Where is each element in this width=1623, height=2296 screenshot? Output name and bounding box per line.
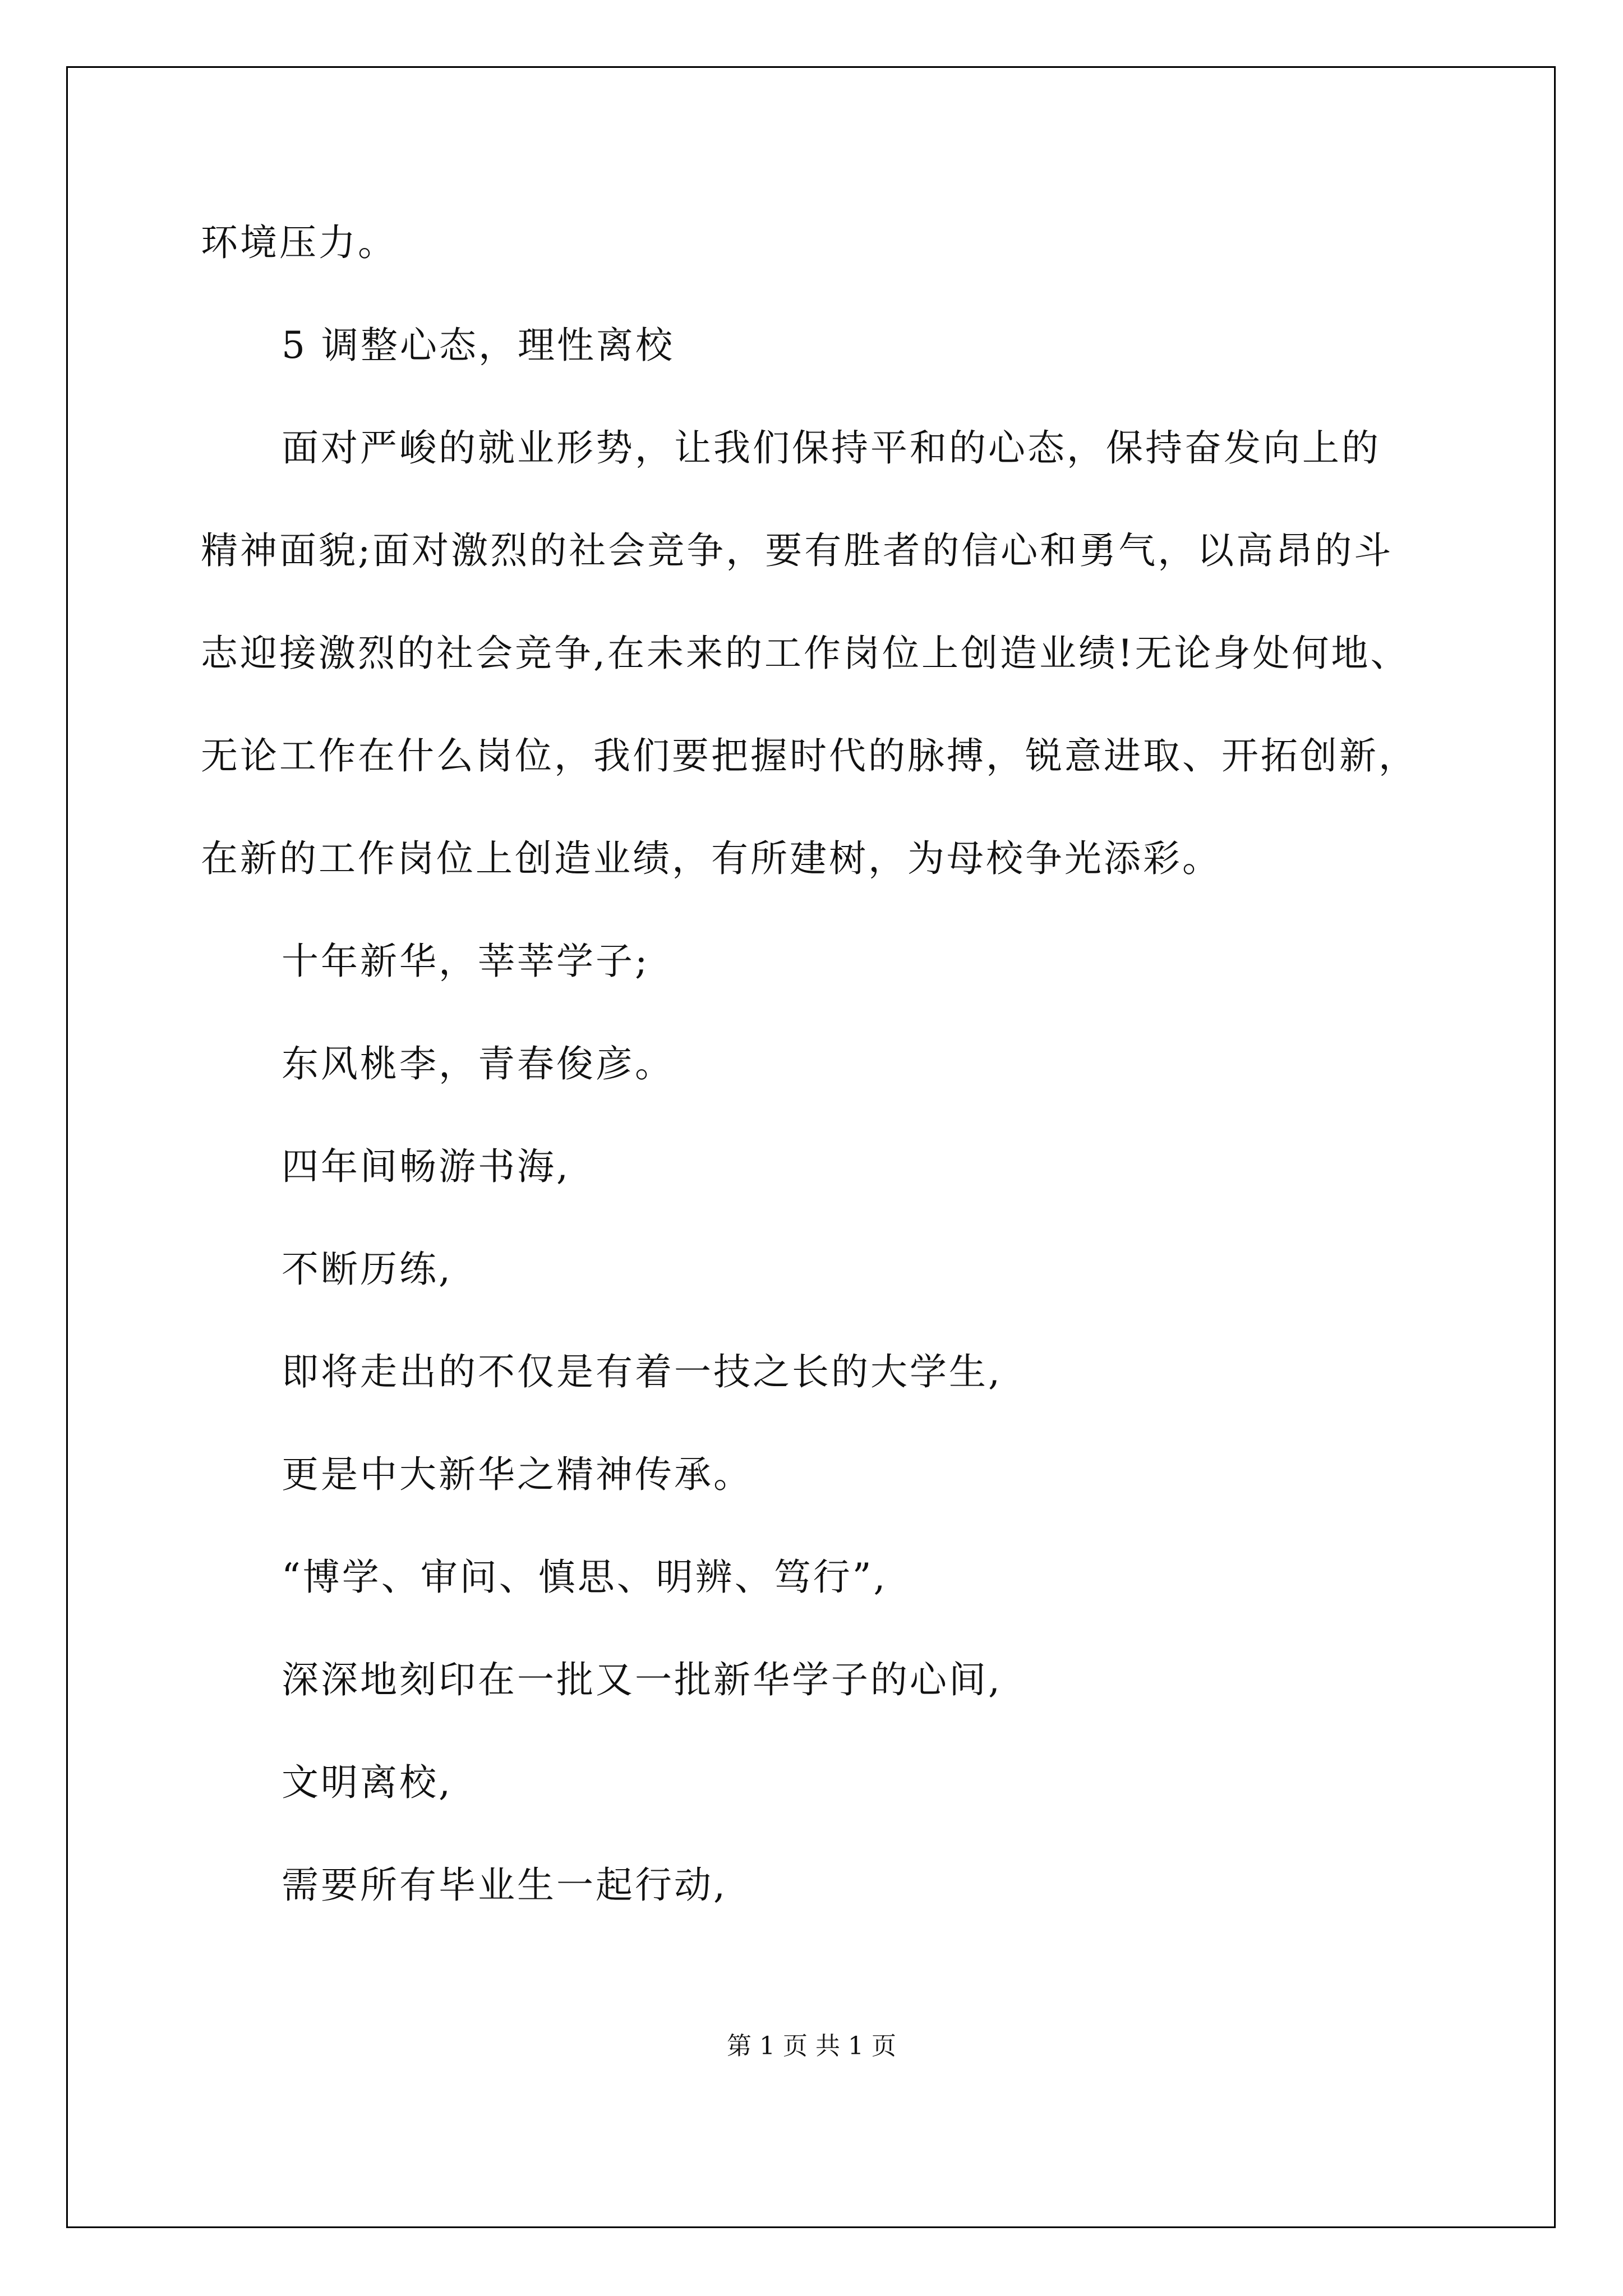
paragraph: 需要所有毕业生一起行动, (282, 1864, 727, 1907)
paragraph: 十年新华，莘莘学子; (282, 940, 650, 983)
page-footer: 第 1 页 共 1 页 (727, 2032, 896, 2060)
document-body (201, 220, 1491, 1966)
paragraph: “博学、审问、慎思、明辨、笃行”, (282, 1556, 888, 1599)
paragraph: 面对严峻的就业形势，让我们保持平和的心态，保持奋发向上的 (282, 426, 1381, 470)
paragraph: 在新的工作岗位上创造业绩，有所建树，为母校争光添彩。 (201, 837, 1221, 880)
paragraph: 更是中大新华之精神传承。 (282, 1453, 753, 1496)
paragraph: 无论工作在什么岗位，我们要把握时代的脉搏，锐意进取、开拓创新， (201, 734, 1418, 777)
paragraph: 志迎接激烈的社会竞争,在未来的工作岗位上创造业绩!无论身处何地、 (201, 632, 1410, 675)
paragraph: 即将走出的不仅是有着一技之长的大学生, (282, 1350, 1002, 1393)
paragraph: 精神面貌;面对激烈的社会竞争，要有胜者的信心和勇气，以高昂的斗 (201, 529, 1394, 572)
paragraph: 环境压力。 (201, 221, 397, 264)
paragraph: 四年间畅游书海, (282, 1145, 570, 1188)
paragraph: 文明离校, (282, 1761, 453, 1804)
paragraph: 深深地刻印在一批又一批新华学子的心间, (282, 1658, 1002, 1701)
paragraph: 5 调整心态，理性离校 (282, 324, 675, 367)
paragraph: 东风桃李，青春俊彦。 (282, 1042, 674, 1085)
paragraph: 不断历练, (282, 1248, 453, 1291)
